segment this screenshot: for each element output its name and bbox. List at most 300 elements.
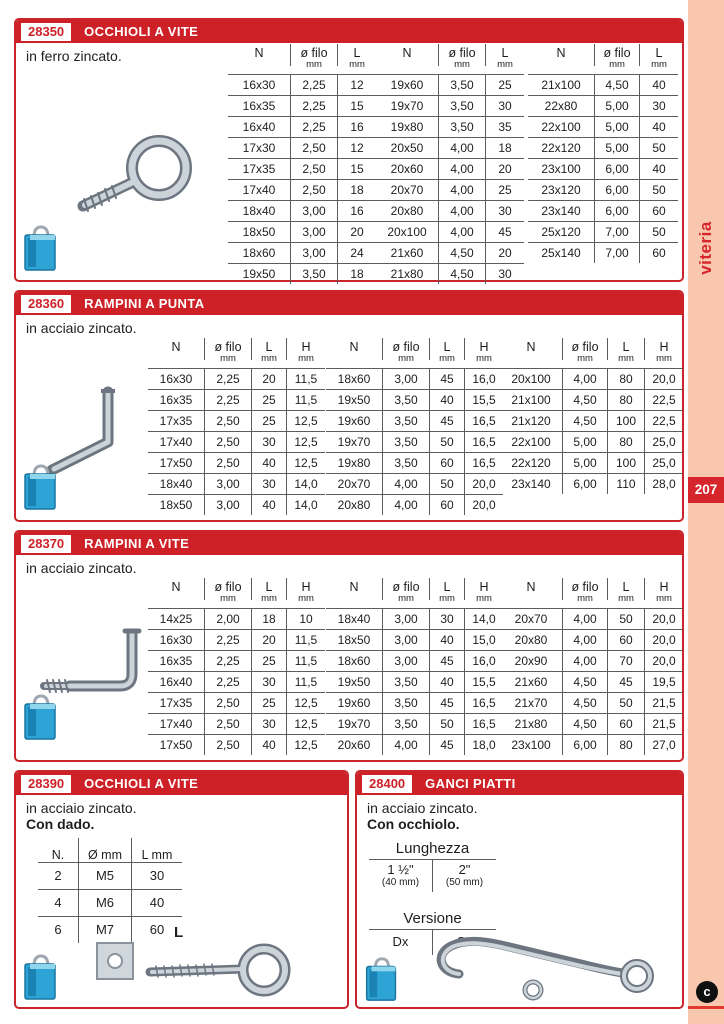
table-cell: 3,00 [382,369,429,389]
table-cell: 18x60 [337,654,371,668]
table-cell: 80 [607,735,644,755]
table-row [326,650,503,671]
table-cell: 19x50 [337,675,371,689]
column-header: N [526,340,536,354]
table-cell: 80 [607,369,644,389]
table-cell: 4,50 [438,243,485,263]
table-row [376,74,524,95]
table-cell: 2,25 [204,630,251,650]
table-cell: 16 [337,201,376,221]
table-row [228,200,376,221]
table-cell: 17x40 [159,435,193,449]
section-title: RAMPINI A PUNTA [84,296,205,311]
table-cell: 2,50 [290,159,337,179]
table-cell: 14x25 [159,612,193,626]
table-cell: 2,50 [204,735,251,755]
table-row [376,158,524,179]
table-cell: 22x100 [541,120,581,134]
table-cell: 16,0 [464,369,503,389]
table-cell: 22,5 [644,411,683,431]
table-cell: 18 [485,138,524,158]
table-cell: 4,00 [438,159,485,179]
section-header [357,772,682,795]
table-cell: 2,25 [290,96,337,116]
table-row [500,389,683,410]
table-cell: 40 [251,495,286,515]
section-description: in acciaio zincato. [367,800,478,816]
length-label: L [174,924,184,941]
table-row [326,473,503,494]
table-cell: 16x30 [242,78,276,92]
table-cell: 4,50 [562,390,607,410]
versione-title: Versione [369,910,496,930]
table-cell: 18x40 [242,204,276,218]
table-row [500,629,683,650]
table-cell: 20,0 [464,495,503,515]
section-header [16,20,682,43]
sidebar-bottom-rule [688,1006,724,1009]
table-row [376,242,524,263]
column-header: N. [51,848,65,862]
table-cell: 6,00 [594,159,639,179]
table-cell: 20x90 [514,654,548,668]
section-title: GANCI PIATTI [425,776,516,791]
table-row [500,368,683,389]
section-28350 [14,18,684,282]
table-cell: 40 [429,630,464,650]
table-cell: 5,00 [562,432,607,452]
table-cell: 16x40 [159,675,193,689]
table-cell: 22x120 [541,141,581,155]
table-cell: 21x70 [514,696,548,710]
spec-table [228,44,376,284]
flat-hook-image [429,930,674,1007]
table-row [528,137,678,158]
table-cell: 4,00 [438,180,485,200]
table-row [326,368,503,389]
table-cell: 12,5 [286,714,325,734]
spec-table [500,338,683,494]
table-row [38,862,182,889]
table-row [500,734,683,755]
table-cell: 14,0 [464,609,503,629]
table-cell: 20x100 [511,372,551,386]
column-header: L mm [251,338,286,360]
table-cell: 50 [607,609,644,629]
table-row [528,116,678,137]
table-cell: 45 [429,411,464,431]
column-header: N [526,580,536,594]
table-row [326,389,503,410]
table-row [228,242,376,263]
table-cell: 30 [131,863,182,889]
sidebar-category-label: viteria [696,221,715,275]
table-cell: 21,5 [644,693,683,713]
table-cell: 3,00 [382,630,429,650]
section-code: 28350 [21,23,71,41]
table-cell: 19x80 [337,456,371,470]
table-row [326,734,503,755]
table-cell: 2,25 [204,672,251,692]
table-cell: 19x50 [337,393,371,407]
package-icon [22,462,60,517]
table-cell: 50 [429,432,464,452]
spec-table [148,578,325,755]
table-cell: M7 [78,917,131,943]
table-cell: 20x60 [337,738,371,752]
table-row [326,671,503,692]
table-cell: 4 [54,895,62,910]
table-cell: 3,00 [382,651,429,671]
table-cell: 21x100 [541,78,581,92]
table-cell: 18x50 [337,633,371,647]
table-cell: 23x100 [541,162,581,176]
table-row [148,368,325,389]
table-cell: 20,0 [644,609,683,629]
table-cell: 30 [251,474,286,494]
table-header-row [528,44,678,74]
table-cell: 12 [337,75,376,95]
table-row [228,95,376,116]
table-row [148,671,325,692]
screw-eye-image [71,120,201,225]
spec-table [326,338,503,515]
section-28400 [355,770,684,1009]
table-cell: 30 [485,96,524,116]
table-row [376,200,524,221]
table-cell: 2,00 [204,609,251,629]
table-cell: 2,50 [204,693,251,713]
table-cell: 21x100 [511,393,551,407]
table-cell: 3,50 [382,432,429,452]
table-cell: 19x70 [390,99,424,113]
column-header: H mm [644,338,683,360]
table-cell: 16,0 [464,651,503,671]
section-title: OCCHIOLI A VITE [84,776,199,791]
section-title: OCCHIOLI A VITE [84,24,199,39]
column-header: ø filo mm [382,578,429,600]
table-cell: 11,5 [286,390,325,410]
column-header: ø filo mm [594,44,639,66]
table-cell: 30 [429,609,464,629]
table-row [500,692,683,713]
table-header-row [500,338,683,368]
table-row [500,671,683,692]
table-cell: 40 [639,75,678,95]
table-cell: 20 [251,630,286,650]
table-cell: 21x60 [390,246,424,260]
table-cell: 35 [485,117,524,137]
table-cell: 3,00 [290,201,337,221]
column-header: N [171,580,181,594]
table-cell: 7,00 [594,243,639,263]
table-cell: 2,25 [290,117,337,137]
section-title: RAMPINI A VITE [84,536,190,551]
column-header: ø filo mm [382,338,429,360]
table-cell: 3,50 [382,411,429,431]
table-row [376,95,524,116]
table-cell: 3,00 [290,222,337,242]
table-cell: 6,00 [562,474,607,494]
table-cell: 20x70 [390,183,424,197]
eye-bolt-image [134,932,294,1009]
table-cell: 30 [251,672,286,692]
table-row [148,629,325,650]
table-cell: 3,50 [382,714,429,734]
table-cell: 20 [337,222,376,242]
table-cell: 30 [485,264,524,284]
column-header: L mm [607,338,644,360]
section-header [16,772,347,795]
table-cell: 2 [54,868,62,883]
table-cell: 4,00 [562,630,607,650]
column-header: ø filo mm [562,338,607,360]
table-cell: 20 [485,243,524,263]
table-cell: 14,0 [286,495,325,515]
table-cell: 60 [607,714,644,734]
table-cell: 16x30 [159,633,193,647]
section-header [16,292,682,315]
table-cell: 110 [607,474,644,494]
table-cell: 17x40 [242,183,276,197]
column-header: L mm [607,578,644,600]
table-row [228,116,376,137]
table-cell: 60 [131,917,182,943]
table-cell: 6,00 [562,735,607,755]
table-cell: 40 [639,159,678,179]
table-cell: 20x80 [514,633,548,647]
table-cell: 20x80 [337,498,371,512]
column-header: ø filo mm [438,44,485,66]
section-note: Con occhiolo. [367,816,460,832]
table-row [528,74,678,95]
table-cell: 22x120 [511,456,551,470]
table-row [326,410,503,431]
table-cell: 80 [607,390,644,410]
column-header: H mm [286,578,325,600]
package-icon [22,223,60,278]
table-cell: 16,5 [464,432,503,452]
column-header: L mm [429,578,464,600]
lunghezza-option: 2" (50 mm) [432,860,496,892]
table-row [228,74,376,95]
table-row [528,158,678,179]
versione-option: Sx [432,930,496,955]
table-cell: 40 [131,890,182,916]
section-description: in acciaio zincato. [26,560,137,576]
table-cell: 18x60 [242,246,276,260]
table-row [148,734,325,755]
table-row [376,137,524,158]
table-cell: 3,00 [382,609,429,629]
table-cell: 20x70 [337,477,371,491]
section-code: 28390 [21,775,71,793]
table-header-row [228,44,376,74]
table-cell: 16x35 [159,393,193,407]
table-cell: 25 [485,75,524,95]
table-cell: 70 [607,651,644,671]
table-cell: 17x35 [242,162,276,176]
column-header: ø filo mm [204,578,251,600]
table-cell: 60 [429,495,464,515]
section-note: Con dado. [26,816,95,832]
table-cell: M6 [78,890,131,916]
table-cell: 21x60 [514,675,548,689]
table-cell: 4,00 [438,201,485,221]
table-cell: 45 [429,693,464,713]
table-cell: 11,5 [286,630,325,650]
column-header: L mm [639,44,678,66]
table-cell: 6 [54,922,62,937]
table-cell: 21x80 [390,267,424,281]
table-cell: 6,00 [594,201,639,221]
section-description: in acciaio zincato. [26,320,137,336]
table-cell: 4,00 [562,369,607,389]
section-28390 [14,770,349,1009]
table-cell: 17x30 [242,141,276,155]
section-code: 28400 [362,775,412,793]
table-cell: 19x60 [337,696,371,710]
table-cell: 20x60 [390,162,424,176]
table-cell: 3,00 [204,474,251,494]
table-cell: 80 [607,432,644,452]
table-row [528,95,678,116]
column-header: N [556,46,566,60]
table-cell: 4,50 [562,672,607,692]
table-cell: 18x40 [159,477,193,491]
column-header: L mm [429,338,464,360]
table-cell: 3,50 [438,75,485,95]
table-row [500,650,683,671]
table-cell: 3,50 [438,96,485,116]
table-cell: 23x140 [511,477,551,491]
table-cell: 45 [429,651,464,671]
table-cell: 18x60 [337,372,371,386]
table-cell: 11,5 [286,369,325,389]
table-row [528,242,678,263]
table-header-row [326,578,503,608]
table-row [326,692,503,713]
table-row [500,452,683,473]
table-cell: 3,50 [382,693,429,713]
table-cell: 4,50 [594,75,639,95]
table-cell: 4,50 [562,693,607,713]
section-code: 28360 [21,295,71,313]
table-cell: 3,50 [290,264,337,284]
spec-table [326,578,503,755]
table-cell: 40 [639,117,678,137]
table-row [148,473,325,494]
table-cell: 22x80 [544,99,578,113]
page-number-badge: 207 [688,477,724,503]
table-cell: 18,0 [464,735,503,755]
table-cell: 19x60 [337,414,371,428]
column-header: L mm [131,838,182,868]
table-cell: 60 [429,453,464,473]
table-cell: 25x120 [541,225,581,239]
table-row [148,713,325,734]
table-cell: 23x120 [541,183,581,197]
table-cell: 18x50 [159,498,193,512]
table-cell: 2,25 [204,390,251,410]
table-cell: 19x70 [337,717,371,731]
table-cell: 19,5 [644,672,683,692]
table-row [38,889,182,916]
table-row [326,713,503,734]
table-cell: 12,5 [286,432,325,452]
table-cell: 18 [337,264,376,284]
table-cell: 60 [639,201,678,221]
table-cell: 11,5 [286,672,325,692]
table-row [500,431,683,452]
table-row [148,650,325,671]
table-header-row [326,338,503,368]
package-icon [22,952,60,1007]
table-cell: 25 [251,411,286,431]
table-cell: 19x50 [242,267,276,281]
table-cell: 20,0 [644,651,683,671]
table-cell: 23x140 [541,204,581,218]
table-cell: 3,50 [438,117,485,137]
table-cell: 21x120 [511,414,551,428]
square-nut-image [94,940,136,987]
column-header: L mm [251,578,286,600]
table-row [528,200,678,221]
table-cell: 50 [429,474,464,494]
table-cell: 20 [485,159,524,179]
lunghezza-table [369,840,496,892]
table-row [148,389,325,410]
table-cell: 25 [251,651,286,671]
table-cell: 4,50 [562,411,607,431]
table-cell: 20x100 [387,225,427,239]
table-cell: 16x40 [242,120,276,134]
table-cell: 20x80 [390,204,424,218]
column-header: ø filo mm [562,578,607,600]
table-cell: 20x50 [390,141,424,155]
column-header: ø filo mm [204,338,251,360]
lunghezza-option: 1 ½" (40 mm) [381,862,420,888]
table-row [500,473,683,494]
table-cell: 15,0 [464,630,503,650]
table-cell: 4,00 [562,609,607,629]
table-cell: 12,5 [286,735,325,755]
table-cell: 30 [485,201,524,221]
table-cell: 16,5 [464,693,503,713]
table-cell: 16,5 [464,411,503,431]
table-cell: 2,50 [290,138,337,158]
table-cell: 16 [337,117,376,137]
table-cell: 3,00 [290,243,337,263]
table-cell: 25 [485,180,524,200]
table-cell: 20 [251,369,286,389]
table-cell: 11,5 [286,651,325,671]
table-header-row [376,44,524,74]
table-cell: 16,5 [464,714,503,734]
section-28370 [14,530,684,762]
table-cell: 40 [429,672,464,692]
table-cell: 60 [639,243,678,263]
table-row [500,608,683,629]
table-cell: 28,0 [644,474,683,494]
table-cell: 17x35 [159,414,193,428]
table-cell: 60 [607,630,644,650]
table-cell: 25,0 [644,432,683,452]
table-cell: 18 [251,609,286,629]
table-row [148,431,325,452]
table-cell: 2,50 [204,453,251,473]
table-cell: 19x60 [390,78,424,92]
